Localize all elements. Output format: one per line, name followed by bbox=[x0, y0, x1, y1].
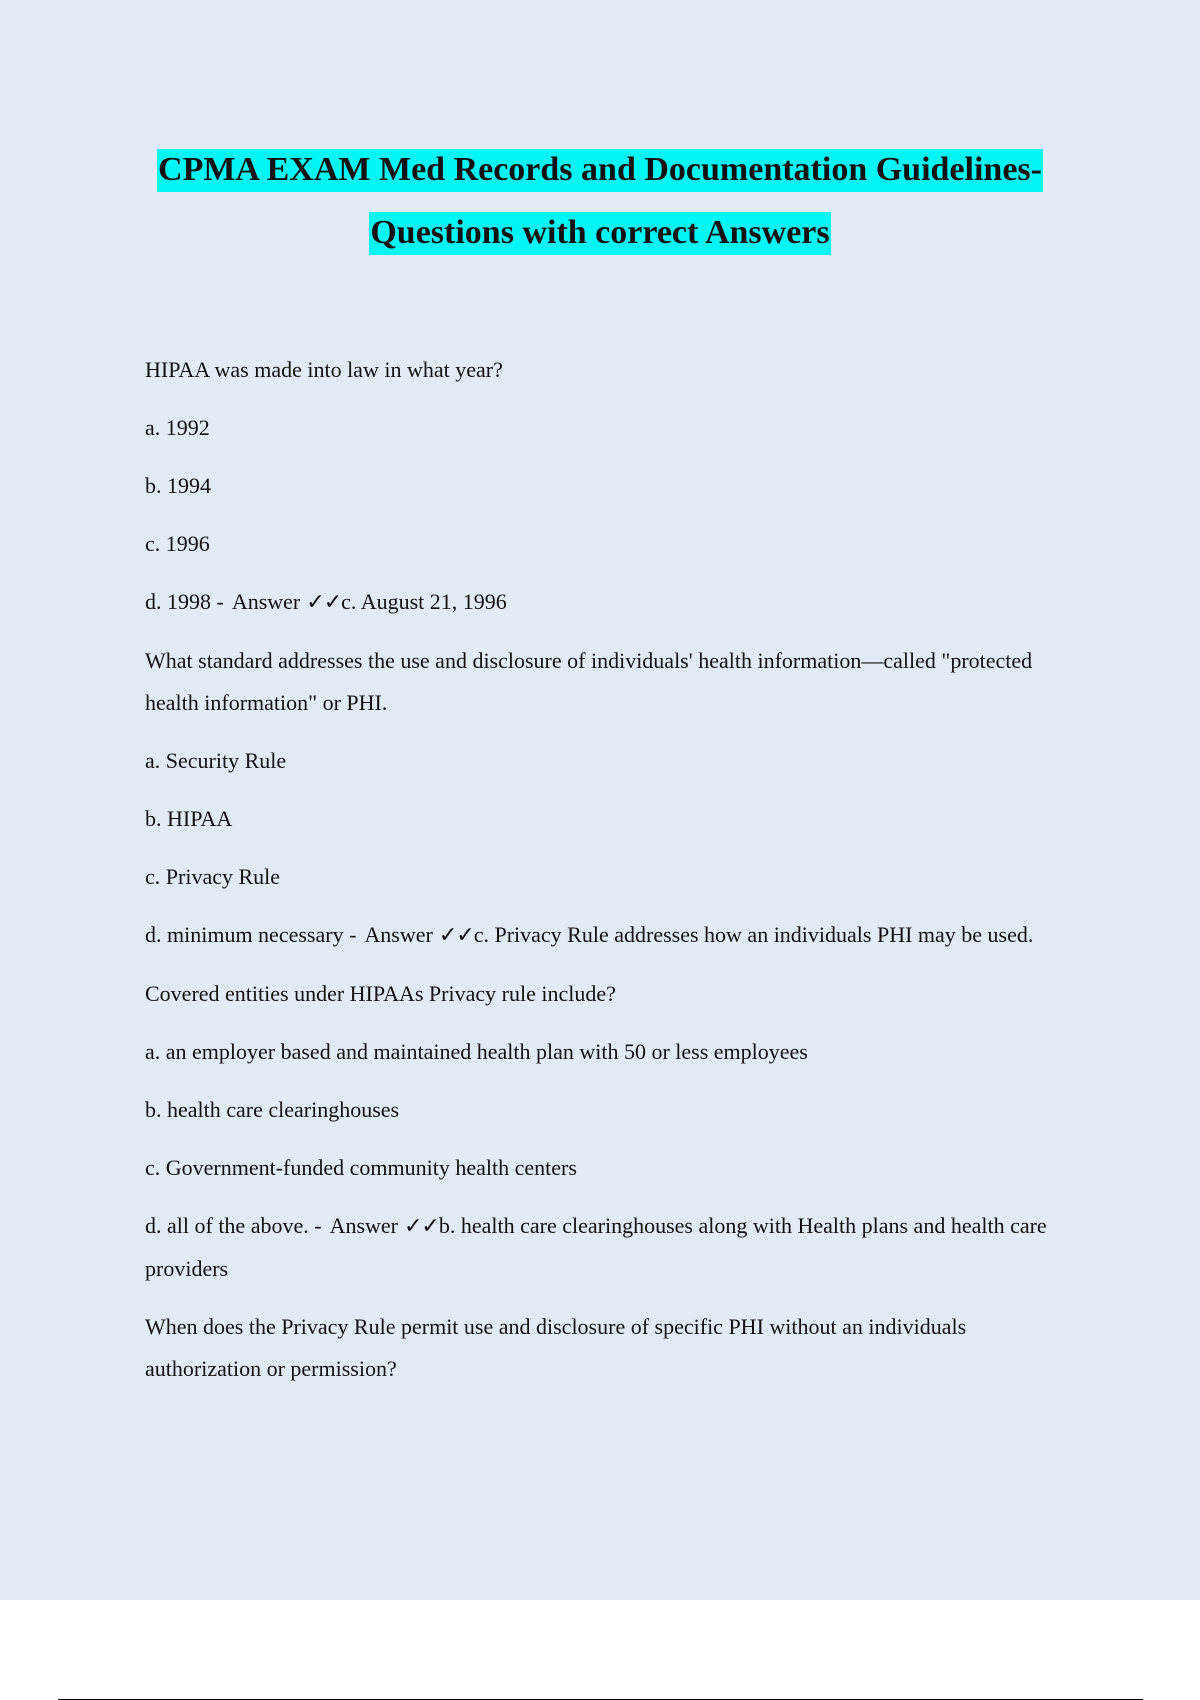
title-line-2 bbox=[0, 201, 1200, 264]
option-d: d. all of the above. - bbox=[145, 1213, 322, 1238]
question-text: What standard addresses the use and disclosure of individuals' health information—called "protected health information" or PHI. bbox=[145, 648, 1033, 715]
option-d: d. 1998 - bbox=[145, 589, 224, 614]
question-text: When does the Privacy Rule permit use and disclosure of specific PHI without an individuals authorization or permission? bbox=[145, 1314, 967, 1381]
option-b: b. 1994 bbox=[145, 473, 211, 498]
option-c: c. Privacy Rule bbox=[145, 864, 281, 889]
question-text: Covered entities under HIPAAs Privacy rule include? bbox=[145, 981, 616, 1006]
answer-label: Answer bbox=[364, 922, 433, 947]
option-a: a. 1992 bbox=[145, 415, 210, 440]
answer-label: Answer bbox=[231, 589, 301, 614]
answer-label: Answer bbox=[329, 1213, 398, 1238]
option-a: a. an employer based and maintained health plan with 50 or less employees bbox=[145, 1039, 808, 1064]
double-check-icon: ✓✓ bbox=[404, 1214, 439, 1239]
double-check-icon: ✓✓ bbox=[306, 590, 342, 615]
title-line-1-text: CPMA EXAM Med Records and Documentation Guidelines- bbox=[157, 149, 1043, 192]
answer-text: c. Privacy Rule addresses how an individuals PHI may be used. bbox=[473, 922, 1034, 947]
answer-text: b. health care clearinghouses along with Health plans and health care providers bbox=[145, 1213, 1047, 1281]
option-b: b. health care clearinghouses bbox=[145, 1097, 400, 1122]
option-d-with-answer bbox=[145, 1205, 1080, 1290]
question-text: HIPAA was made into law in what year? bbox=[145, 357, 503, 382]
option-a: a. Security Rule bbox=[145, 748, 287, 773]
option-c: c. 1996 bbox=[145, 531, 210, 556]
title-line-2-text: Questions with correct Answers bbox=[369, 212, 830, 255]
option-d-with-answer bbox=[145, 581, 1080, 624]
double-check-icon: ✓✓ bbox=[438, 923, 474, 948]
questions-list bbox=[145, 349, 1080, 1390]
document-title bbox=[0, 138, 1200, 264]
title-line-1 bbox=[0, 138, 1200, 201]
option-c: c. Government-funded community health centers bbox=[145, 1155, 577, 1180]
option-d: d. minimum necessary - bbox=[145, 922, 357, 947]
answer-text: c. August 21, 1996 bbox=[341, 589, 507, 614]
option-b: b. HIPAA bbox=[145, 806, 233, 831]
option-d-with-answer bbox=[145, 914, 1080, 957]
